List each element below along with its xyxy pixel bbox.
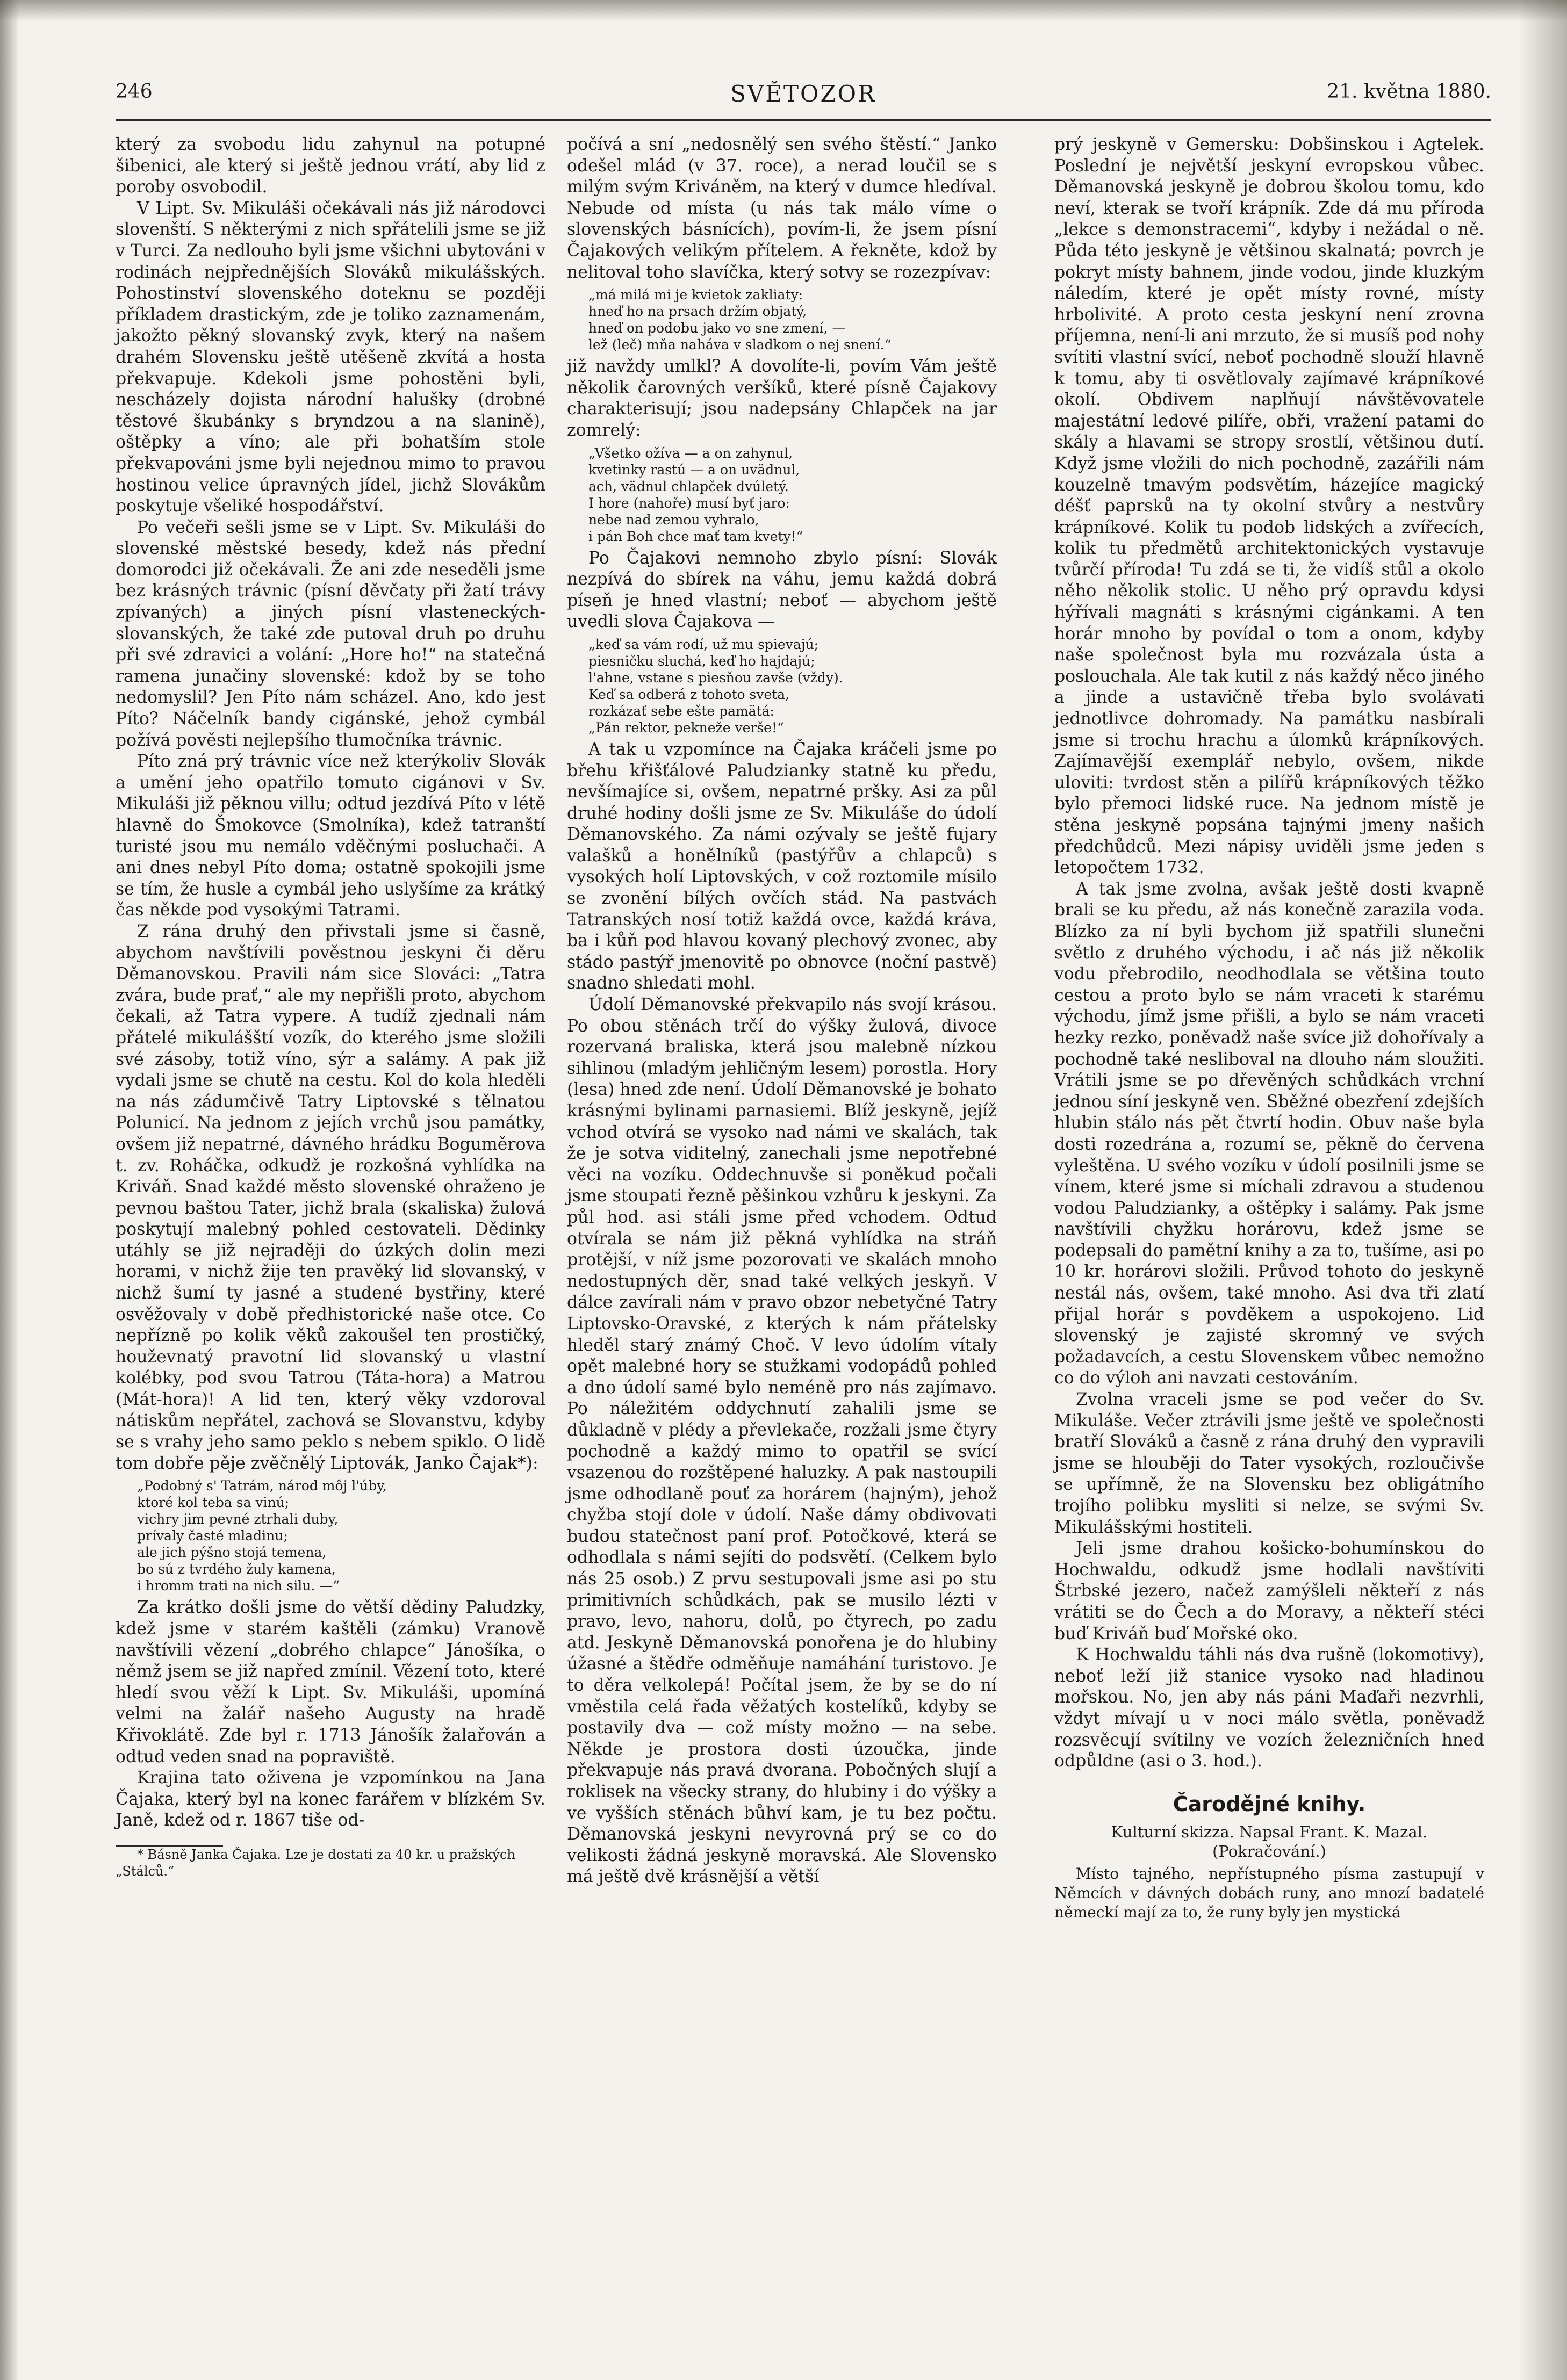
- paragraph: Místo tajného, nepřístupného písma zastupují v Němcích v dávných dobách runy, ano mnozí badatelé německí mají za to, že runy byly jen mystická: [1054, 1865, 1484, 1922]
- paragraph: Jeli jsme drahou košicko-bohumínskou do Hochwaldu, odkudž jsme hodlali navštíviti Štrbské jezero, načež zamýšleli někteří z nás vrátiti se do Čech a do Moravy, a někteří stéci buď Kriváň buď Mořské oko.: [1054, 1539, 1484, 1643]
- paragraph: Po večeři sešli jsme se v Lipt. Sv. Mikuláši do slovenské městské besedy, kdež nás přední domorodci již očekávali. Že ani zde neseděli jsme bez krásných trávnic (písní děvčaty při žatí trávy zpívaných) a jiných písní vlasteneckých-slovanských, že také zde putoval druh po druhu při své zdravici a volání: „Hore ho!“ na statečná ramena junačiny slovenské: kdož by se toho nedomyslil? Jen Píto nám scházel. Ano, kdo jest Píto? Náčelník bandy cigánské, jehož cymbál požívá pověsti nejlepšího tlumočníka trávnic.: [116, 517, 545, 750]
- paragraph: A tak jsme zvolna, avšak ještě dosti kvapně brali se ku předu, až nás konečně zarazila voda. Blízko za ní byli bychom již spatřili slunečni světlo z druhého východu, i ač nás již několik vodu přebrodilo, neodhodlala se většina touto cestou a proto bylo se nám vraceti k starému východu, jímž jsme přišli, a bylo se nám vraceti hezky rezko, poněvadž naše svíce již dohořívaly a pochodně také nesliboval na dlouho nám sloužiti. Vrátili jsme se po dřevěných schůdkách vrchní jednou síní jeskyně ven. Sběžné obezření zdejších hlubin stálo nás pět čtvrtí hodin. Obuv naše byla dosti rozedrána a, rozumí se, pěkně do červena vyleštěna. U svého vozíku v údolí posilnili jsme se vínem, které jsme si míchali zdravou a studenou vodou Paludzianky, a oštěpky i salámy. Pak jsme navštívili chyžku horárovu, kdež jsme se podepsali do pamětní knihy a za to, tušíme, asi po 10 kr. horárovi složili. Průvod tohoto do jeskyně nestál nás, ovšem, také mnoho. Asi dva tři zlatí přijal horár s povděkem a uspokojeno. Lid slovenský je zajisté skromný ve svých požadavcích, a cestu Slovenskem vůbec nemožno co do výloh ani navzati cestováním.: [1054, 879, 1484, 1388]
- paragraph: Údolí Děmanovské překvapilo nás svojí krásou. Po obou stěnách trčí do výšky žulová, divoce rozervaná braliska, která jsou malebně nízkou sihlinou (mladým jehličným lesem) porostla. Hory (lesa) hned zde není. Údolí Děmanovské je bohato krásnými bylinami parnasiemi. Blíž jeskyně, jejíž vchod otvírá se vysoko nad námi ve skalách, tak že je sotva viditelný, zanechali jsme nepotřebné věci na vozíku. Oddechnuvše si poněkud počali jsme stoupati řezně pěšinkou vzhůru k jeskyni. Za půl hod. asi stáli jsme před vchodem. Odtud otvírala se nám již pěkná vyhlídka na stráň protější, v níž jsme pozorovati ve skalách mnoho nedostupných děr, snad také velkých jeskyň. V dálce zavírali nám v pravo obzor nebetyčné Tatry Liptovsko-Oravské, z kterých k nám přátelsky hleděl starý známý Choč. V levo údolím vítaly opět malebné hory se stužkami vodopádů pohled a dno údolí samé bylo neméně pro nás zajímavo. Po náležitém oddychnutí zahalili jsme se důkladně v plédy a převlekače, rozžali jsme čtyry pochodně a každý mimo to opatřil se svící vsazenou do rozštěpené haluzky. A pak nastoupili jsme odhodlaně pouť za horárem (hajným), jehož chyžba stojí dole v údolí. Naše dámy obdivovati budou statečnost paní prof. Potočkové, která se odhodlala s námi sejíti do podsvětí. (Celkem bylo nás 25 osob.) Z prvu sestupovali jsme asi po stu primitivních schůdkách, pak se musilo lézti v pravo, levo, nahoru, dolů, po čtyrech, po zadu atd. Jeskyně Děmanovská ponořena je do hlubiny úžasné a štědře odměňuje namáhání turistovo. Je to děra velkolepá! Počítal jsem, že by se do ní vměstila celá řada věžatých kostelíků, kdyby se postavily dva — což místy možno — na sebe. Někde je prostora dosti úzoučka, jinde překvapuje nás pravá dvorana. Pobočných slují a roklisek na všecky strany, do hlubiny i do výšky a ve vyšších stěnách bůhví kam, je tu bez počtu. Děmanovská jeskyni nevyrovná prý se co do velikosti žádná jeskyně moravská. Ale Slovensko má ještě dvě krásnější a větší: [567, 995, 997, 1887]
- article-title: Čarodějné knihy.: [1173, 1792, 1366, 1816]
- paragraph: V Lipt. Sv. Mikuláši očekávali nás již národovci slovenští. S některými z nich spřátelili jsme se již v Turci. Za nedlouho byli jsme všichni ubytováni v rodinách nejpřednějších Slováků mikulášských. Pohostinství slovenského doteknu se později příkladem drastickým, zde je toliko zaznamenám, jakožto pěkný slovanský zvyk, který na našem drahém Slovensku ještě utěšeně zkvítá a hosta překvapuje. Kdekoli jsme pohostěni byli, nescházely dojista národní halušky (drobné těstové škubánky s bryndzou a na slanině), oštěpky a víno; ale při bohatším stole překvapováni jsme byli nejednou mimo to pravou hostinou velice úpravných jídel, jichž Slovákům poskytuje všeliké hospodářství.: [116, 198, 545, 516]
- scan-left-edge: [0, 0, 19, 2380]
- scan-right-edge: [1519, 0, 1567, 2380]
- paragraph: Zvolna vraceli jsme se pod večer do Sv. Mikuláše. Večer ztrávili jsme ještě ve společnosti bratří Slováků a časně z rána druhý den vypravili jsme se hlouběji do Tater vysokých, rozloučivše se upřímně, že na Slovensku bez obligátního trojího polibku mysliti si nelze, se svými Sv. Mikulášskými hostiteli.: [1054, 1390, 1484, 1537]
- verse-quote: „má milá mi je kvietok zakliaty: hneď ho na prsach držím objatý, hneď on podobu jako vo sne zmení, — lež (leč) mňa naháva v sladkom o nej snení.“: [588, 287, 892, 353]
- article-subtitle: Kulturní skizza. Napsal Frant. K. Mazal.: [1111, 1823, 1428, 1842]
- issue-date: 21. května 1880.: [1327, 81, 1491, 103]
- running-header: [116, 81, 1491, 113]
- scan-top-shadow: [0, 0, 1567, 21]
- journal-title: SVĚTOZOR: [730, 81, 876, 107]
- column-right: [1054, 134, 1484, 1922]
- column-middle: [567, 134, 997, 1888]
- paragraph: K Hochwaldu táhli nás dva rušně (lokomotivy), neboť leží již stanice vysoko nad hladinou mořskou. No, jen aby nás páni Maďaři nezvrhli, vždyt mívají u v noci málo světla, poněvadž rozsvěcují svítilny ve vozích železničních hned odpůldne (asi o 3. hod.).: [1054, 1645, 1484, 1771]
- verse-quote: „Podobný s' Tatrám, národ môj l'úby, ktoré kol teba sa vinú; vichry jim pevné ztrhali duby, prívaly časté mladinu; ale jich pýšno stojá temena, bo sú z tvrdého žuly kamena, i hromm trati na nich silu. —“: [137, 1478, 387, 1594]
- verse-quote: „keď sa vám rodí, už mu spievajú; piesničku sluchá, keď ho hajdajú; l'ahne, vstane s piesňou zavše (vždy). Keď sa odberá z tohoto sveta, rozkázať sebe ešte pamätá: „Pán rektor, pekneže verše!“: [588, 636, 843, 735]
- paragraph: Po Čajakovi nemnoho zbylo písní: Slovák nezpívá do sbírek na váhu, jemu každá dobrá píseň je hned vlastní; neboť — abychom ještě uvedli slova Čajakova —: [567, 548, 997, 632]
- paragraph: Z rána druhý den přivstali jsme si časně, abychom navštívili pověstnou jeskyni či děru Děmanovskou. Pravili nám sice Slováci: „Tatra zvára, bude prať,“ ale my nepřišli proto, abychom čekali, až Tatra vypere. A tudíž zjednali nám přátelé mikulášští vozík, do kterého jsme složili své zásoby, totiž víno, sýr a salámy. A pak již vydali jsme se chutě na cestu. Kol do kola hleděli na nás zádumčivě Tatry Liptovské s tělnatou Polunicí. Na jednom z jejích vrchů jsou památky, ovšem již nepatrné, dávného hrádku Boguměrova t. zv. Roháčka, odkudž je rozkošná vyhlídka na Kriváň. Snad každé město slovenské ohraženo je pevnou baštou Tater, jichž brala (skaliska) žulová poskytují malebný pohled cestovateli. Dědinky utáhly se již nejraději do úzkých dolin mezi horami, v nichž žije ten pravěký lid slovanský, v nichž šumí ty jasné a studené bystřiny, které osvěžovaly v době předhistorické naše otce. Co nepřízně po kolik věků zakoušel ten prostičký, houževnatý pravotní lid slovanský u vlastní kolébky, pod svou Tatrou (Táta-hora) a Matrou (Mát-hora)! A lid ten, který věky vzdoroval nátiskům nepřátel, zachová se Slovanstvu, kdyby se s vrahy jeho samo peklo s nebem spiklo. O lidě tom dobře pěje zvěčnělý Liptovák, Janko Čajak*):: [116, 921, 545, 1473]
- header-rule: [116, 119, 1491, 121]
- paragraph: prý jeskyně v Gemersku: Dobšinskou i Agtelek. Poslední je největší jeskyní evropskou vůbec. Děmanovská jeskyně je dobrou školou tomu, kdo neví, kterak se tvoří krápník. Zde dá mu příroda „lekce s demonstracemi“, kdyby i nežádal o ně. Půda této jeskyně je většinou skalnatá; povrch je pokryt místy bahnem, jinde vodou, jinde kluzkým náledím, které je opět místy rovné, místy hrbolivité. A proto cesta jeskyní není zrovna příjemna, není-li ani mrzuto, že si musíš pod nohy svítiti vlastní svící, neboť pochodně slouží hlavně k tomu, aby ti osvětlovaly zajímavé krápníkové okolí. Obdivem naplňují návštěvovatele majestátní ledové pilíře, obři, vražení patami do skály a hlavami se stropy srostlí, většinou dutí. Když jsme vložili do nich pochodně, zazářili nám kouzelně tmavým podsvětím, házejíce magický déšť paprsků na ty okolní stvůry a nestvůry krápníkové. Kolik tu podob lidských a zvířecích, kolik tu předmětů architektonických vystavuje tvůrčí příroda! Tu zdá se ti, že vidíš stůl a okolo něho několik stolic. U něho prý opravdu kdysi hýřívali magnáti s krásnými cigánkami. A ten horár mnoho by povídal o tom a onom, kdyby naše společnost byla mu rozvázala ústa a poslouchala. Ale tak kutil z nás každý něco jiného a jinde a ustavičně třeba bylo svolávati jednotlivce dohromady. Na památku nasbírali jsme si trochu hrachu a úlomků krápníkových. Zajímavější exemplář nebylo, ovšem, nikde uloviti: tvrdost stěn a pilířů krápníkových těžko bylo přemoci lidské ruce. Na jednom místě je stěna jeskyně popsána tajnými jmeny našich předchůdců. Mezi nápisy uviděli jsme jeden s letopočtem 1732.: [1054, 135, 1484, 878]
- paragraph: který za svobodu lidu zahynul na potupné šibenici, ale který si ještě jednou vrátí, aby lid z poroby osvobodil.: [116, 135, 545, 197]
- paragraph: Píto zná prý trávnic více než kterýkoliv Slovák a umění jeho opatřilo tomuto cigánovi v Sv. Mikuláši již pěknou villu; odtud jezdívá Píto v létě hlavně do Šmokovce (Smolníka), kdež tatranští turisté jsou mu nemálo vděčnými posluchači. A ani dnes nebyl Píto doma; ostatně spokojili jsme se tím, že husle a cymbál jeho uslyšíme za krátký čas někde pod vysokými Tatrami.: [116, 752, 545, 920]
- paragraph: již navždy umlkl? A dovolíte-li, povím Vám ještě několik čarovných veršíků, které písně Čajakovy charakterisují; jsou nadepsány Chlapček na jar zomrelý:: [567, 357, 997, 440]
- paragraph: počívá a sní „nedosnělý sen svého štěstí.“ Janko odešel mlád (v 37. roce), a nerad loučil se s milým svým Kriváněm, na který v dumce hledíval. Nebude od místa (u nás tak málo víme o slovenských básnících), povím-li, že jsem písní Čajakových velikým přítelem. A řekněte, kdož by nelitoval toho slavíčka, který sotvy se rozezpívav:: [567, 135, 997, 282]
- paragraph: Krajina tato oživena je vzpomínkou na Jana Čajaka, který byl na konec farářem v blízkém Sv. Janě, kdež od r. 1867 tiše od-: [116, 1768, 545, 1830]
- column-left: [116, 134, 545, 1880]
- footnote: * Básně Janka Čajaka. Lze je dostati za 40 kr. u pražských „Stálců.“: [116, 1847, 515, 1879]
- verse-quote: „Všetko ožíva — a on zahynul, kvetinky rastú — a on uvädnul, ach, vädnul chlapček dvúletý. I hore (nahoře) musí byť jaro: nebe nad zemou vyhralo, i pán Boh chce mať tam kvety!“: [588, 445, 803, 544]
- continuation-note: (Pokračování.): [1212, 1842, 1326, 1861]
- paragraph: Za krátko došli jsme do větší dědiny Paludzky, kdež jsme v starém kaštěli (zámku) Vranově navštívili vězení „dobrého chlapce“ Jánošíka, o němž jsem se již napřed zmínil. Vězení toto, které hledí svou věží k Lipt. Sv. Mikuláši, upomíná velmi na žalář našeho Augusty na hradě Křivoklátě. Zde byl r. 1713 Jánošík žalařován a odtud veden snad na popraviště.: [116, 1598, 545, 1766]
- page-number: 246: [116, 81, 153, 103]
- paragraph: A tak u vzpomínce na Čajaka kráčeli jsme po břehu křišťálové Paludzianky statně ku předu, nevšímajíce si, ovšem, nepatrné pršky. Asi za půl druhé hodiny došli jsme ze Sv. Mikuláše do údolí Děmanovského. Za námi ozývaly se ještě fujary valašků a honělníků (pastýřův a chlapců) s vysokých holí Liptovských, v což roztomile mísilo se zvonění bílých ovčích stád. Na pastvách Tatranských nosí totiž každá ovce, každá kráva, ba i kůň pod hlavou kovaný plechový zvonec, aby stádo pastýř jmenovitě po obnovce (noční pastvě) snadno shledati mohl.: [567, 739, 997, 993]
